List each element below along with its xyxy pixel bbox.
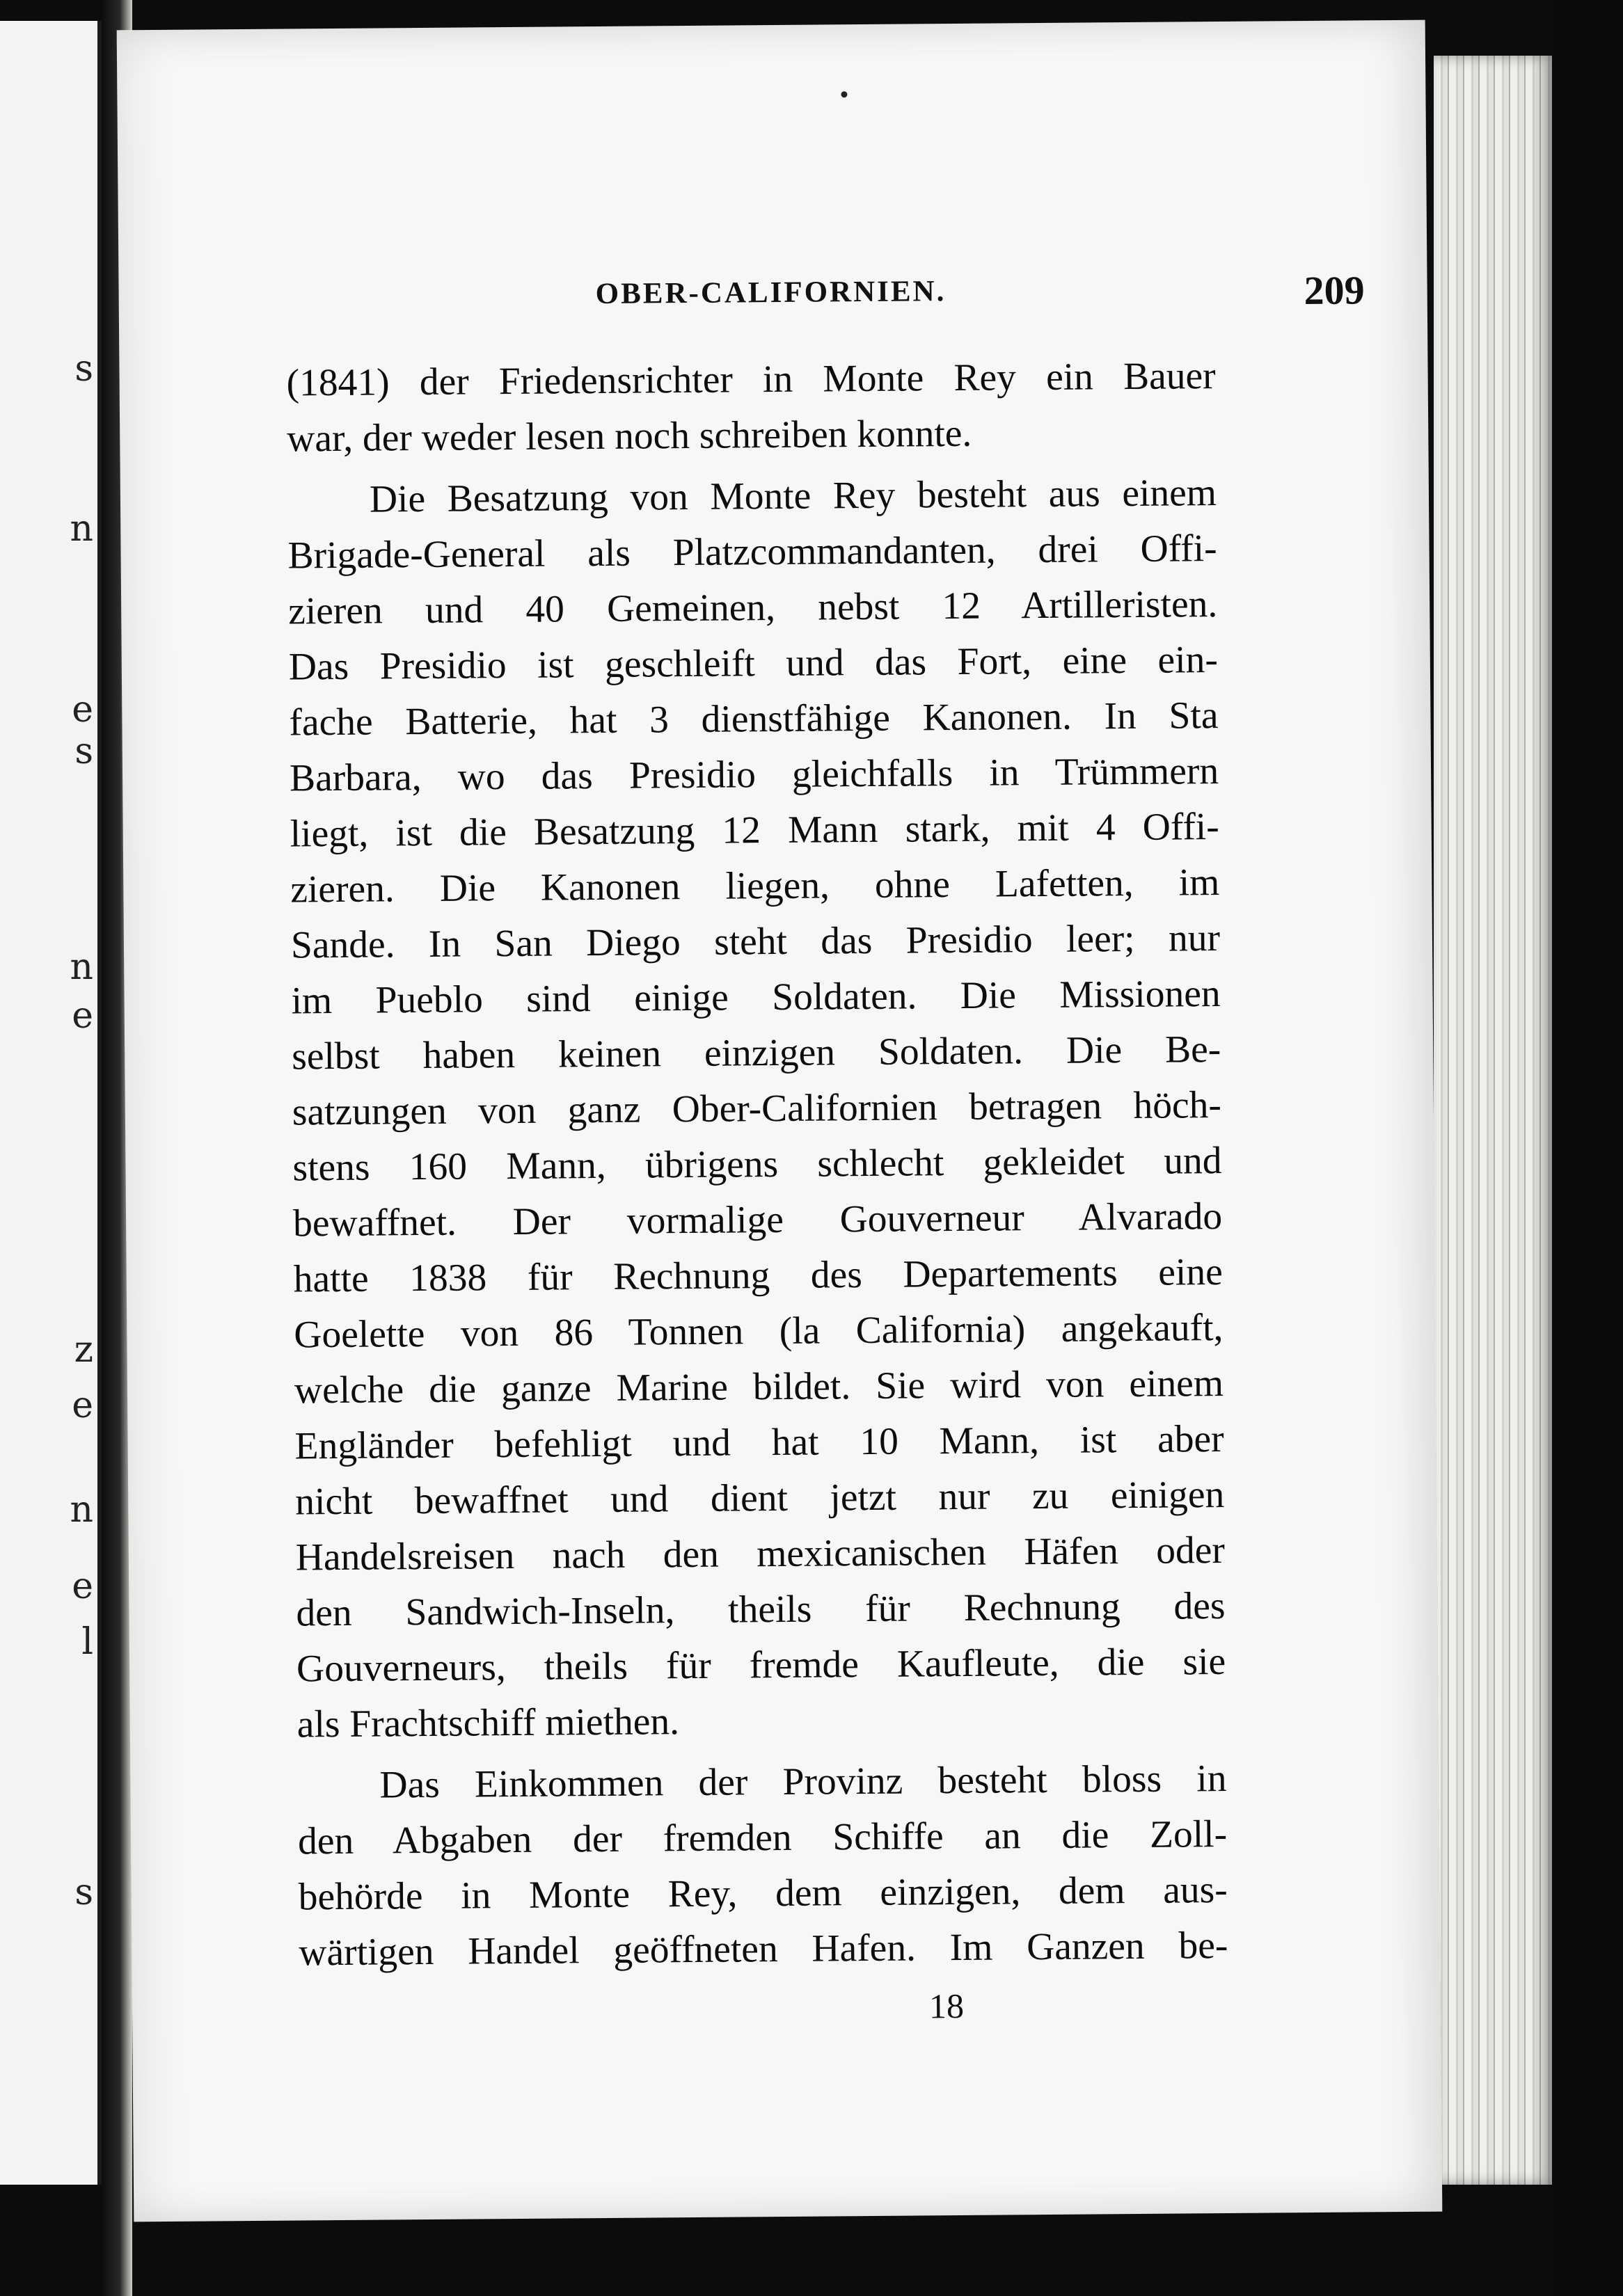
text-line: zieren und 40 Gemeinen, nebst 12 Artilleristen. — [287, 583, 1218, 633]
facing-page-letter: e — [72, 995, 93, 1037]
facing-page-letter: l — [81, 1621, 93, 1663]
facing-page-letter: n — [70, 946, 93, 988]
text-line: im Pueblo sind einige Soldaten. Die Missionen — [291, 973, 1221, 1023]
facing-page-letter: e — [72, 1565, 93, 1607]
text-line: Engländer befehligt und hat 10 Mann, ist aber — [294, 1417, 1224, 1468]
text-line: liegt, ist die Besatzung 12 Mann stark, mit 4 Offi- — [290, 806, 1219, 856]
facing-page-letter: s — [74, 1872, 93, 1913]
scan-background-right — [1552, 0, 1623, 2296]
text-line: Sande. In San Diego steht das Presidio leer; nur — [290, 917, 1221, 967]
running-head-title: OBER-CALIFORNIEN. — [595, 275, 947, 311]
printer-signature-mark: 18 — [928, 1986, 965, 2026]
text-line: den Abgaben der fremden Schiffe an die Zoll- — [297, 1812, 1228, 1863]
text-line: stens 160 Mann, übrigens schlecht gekleidet und — [292, 1140, 1222, 1190]
facing-page-letter: n — [70, 1489, 93, 1531]
facing-page-letter: e — [72, 1385, 93, 1426]
body-text — [286, 349, 1228, 1981]
text-line: fache Batterie, hat 3 dienstfähige Kanonen. In Sta — [289, 694, 1219, 744]
text-line: war, der weder lesen noch schreiben konnte. — [287, 412, 972, 461]
facing-page-letter: s — [74, 731, 93, 772]
text-line: nicht bewaffnet und dient jetzt nur zu einigen — [295, 1473, 1225, 1524]
text-line: satzungen von ganz Ober-Californien betragen höch- — [292, 1084, 1222, 1134]
text-line: Die Besatzung von Monte Rey besteht aus einem — [369, 472, 1217, 521]
page-edges-stack — [1434, 56, 1552, 2185]
text-line: welche die ganze Marine bildet. Sie wird von einem — [294, 1362, 1224, 1412]
running-head — [459, 267, 1365, 333]
text-line: hatte 1838 für Rechnung des Departements eine — [293, 1251, 1223, 1301]
facing-page-letter: s — [74, 348, 93, 390]
text-line: als Frachtschiff miethen. — [296, 1700, 680, 1746]
text-line: selbst haben keinen einzigen Soldaten. Die Be- — [292, 1028, 1221, 1078]
text-line: bewaffnet. Der vormalige Gouverneur Alvarado — [292, 1195, 1223, 1245]
text-line: behörde in Monte Rey, dem einzigen, dem aus- — [298, 1868, 1228, 1919]
ink-speck — [841, 91, 847, 97]
text-line: Handelsreisen nach den mexicanischen Häfen oder — [295, 1529, 1226, 1579]
facing-page-edge — [0, 21, 102, 2185]
book-page — [117, 20, 1443, 2222]
facing-page-letter: n — [70, 508, 93, 550]
text-line: Das Presidio ist geschleift und das Fort, eine ein- — [288, 639, 1219, 689]
text-line: Barbara, wo das Presidio gleichfalls in Trümmern — [289, 750, 1219, 800]
text-line: Das Einkommen der Provinz besteht bloss in — [379, 1757, 1227, 1807]
text-line: Gouverneurs, theils für fremde Kaufleute, die sie — [296, 1640, 1226, 1691]
facing-page-letter: z — [74, 1329, 93, 1371]
page-number: 209 — [1304, 267, 1365, 314]
text-line: zieren. Die Kanonen liegen, ohne Lafetten, im — [290, 861, 1220, 911]
text-line: Brigade-General als Platzcommandanten, drei Offi- — [287, 527, 1217, 577]
text-line: den Sandwich-Inseln, theils für Rechnung des — [296, 1584, 1226, 1635]
text-line: wärtigen Handel geöffneten Hafen. Im Ganzen be- — [299, 1924, 1228, 1975]
text-line: (1841) der Friedensrichter in Monte Rey ein Bauer — [286, 355, 1216, 405]
facing-page-letter: e — [72, 689, 93, 731]
text-line: Goelette von 86 Tonnen (la California) angekauft, — [294, 1307, 1224, 1357]
